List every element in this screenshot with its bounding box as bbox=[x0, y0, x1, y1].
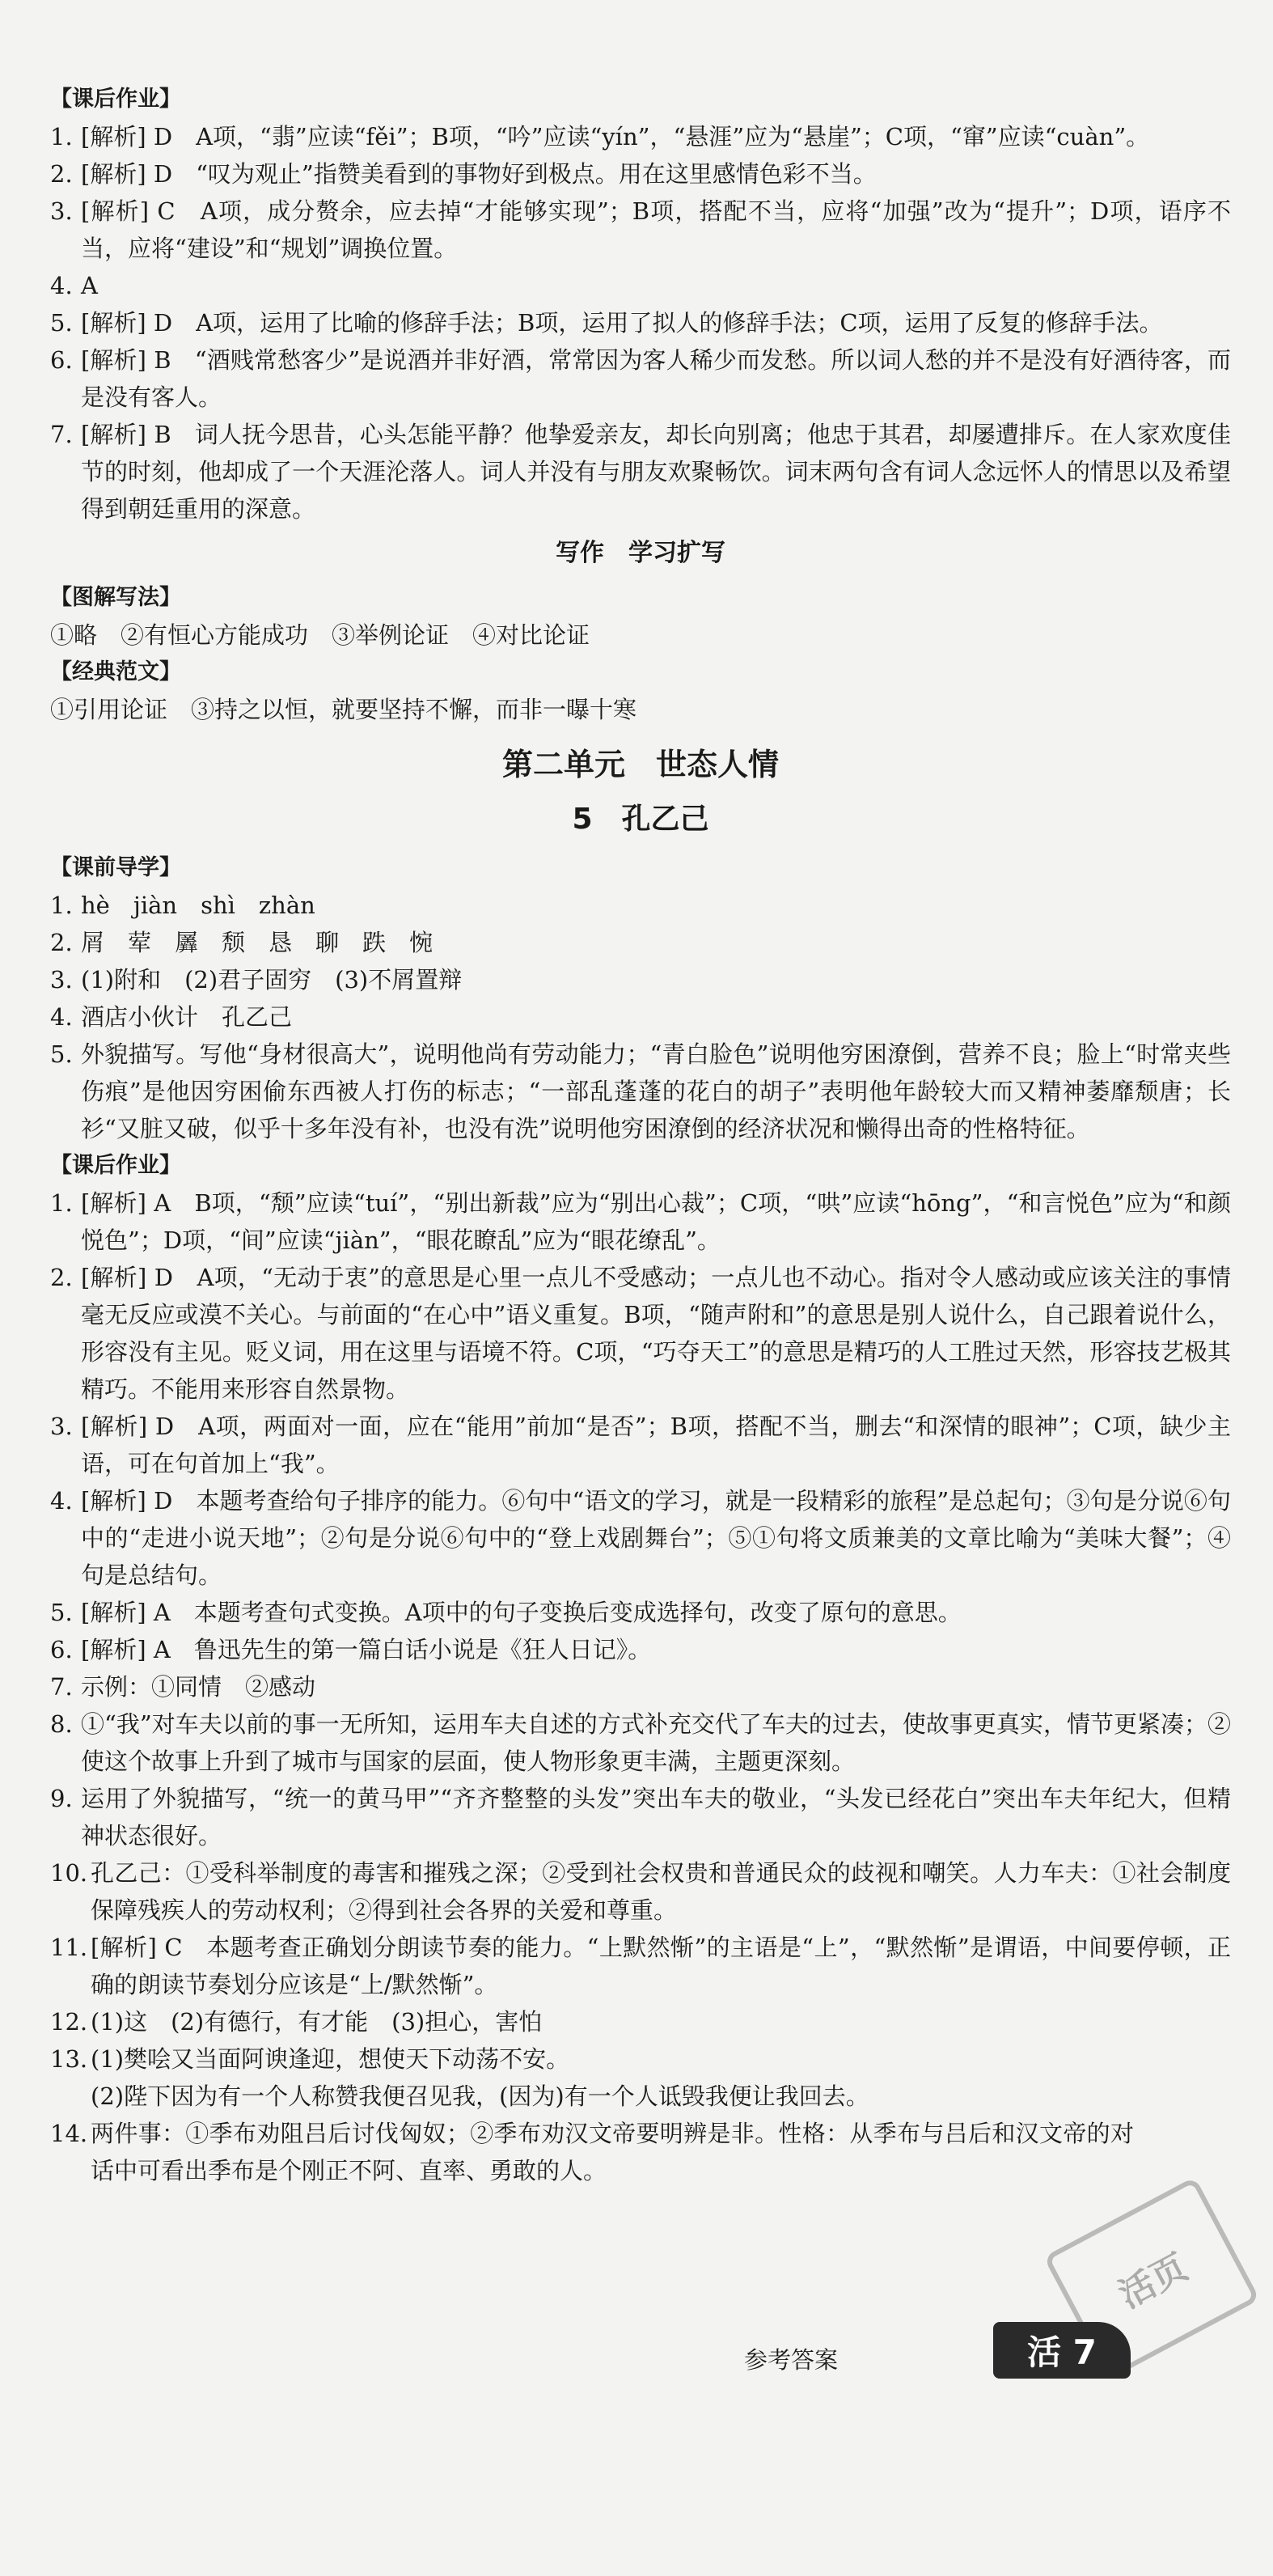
answer-item: 1. [解析] A B项，“颓”应读“tuí”，“别出新裁”应为“别出心裁”；C项，“哄”应读“hōng”，“和言悦色”应为“和颜悦色”；D项，“间”应读“jiàn”，“眼花瞭乱”应为“眼花缭乱”。 bbox=[50, 1189, 1231, 1254]
section-header-homework-2: 【课后作业】 bbox=[50, 1153, 181, 1178]
answer-item: 13. (1)樊哙又当面阿谀逢迎，想使天下动荡不安。 bbox=[50, 2045, 570, 2073]
answer-item: 4. A bbox=[50, 272, 98, 299]
answer-item: 2. [解析] D “叹为观止”指赞美看到的事物好到极点。用在这里感情色彩不当。 bbox=[50, 160, 877, 188]
homework-list bbox=[50, 118, 1231, 527]
answer-item: 1. [解析] D A项，“翡”应读“fěi”；B项，“吟”应读“yín”，“悬涯”应为“悬崖”；C项，“窜”应读“cuàn”。 bbox=[50, 123, 1150, 150]
answer-item: 8. ①“我”对车夫以前的事一无所知，运用车夫自述的方式补充交代了车夫的过去，使故事更真实，情节更紧凑；②使这个故事上升到了城市与国家的层面，使人物形象更丰满，主题更深刻。 bbox=[50, 1710, 1231, 1775]
answer-item: 2. [解析] D A项，“无动于衷”的意思是心里一点儿不受感动；一点儿也不动心。指对令人感动或应该关注的事情毫无反应或漠不关心。与前面的“在心中”语义重复。B项，“随声附和”的意思是别人说什么，自己跟着说什么，形容没有主见。贬义词，用在这里与语境不符。C项，“巧夺天工”的意思是精巧的人工胜过天然，形容技艺极其精巧。不能用来形容自然景物。 bbox=[50, 1264, 1231, 1403]
answer-item: 2. 屑 荤 羼 颓 恳 聊 跌 惋 bbox=[50, 929, 433, 956]
answer-item: 6. [解析] A 鲁迅先生的第一篇白话小说是《狂人日记》。 bbox=[50, 1636, 652, 1663]
answer-item: 10. 孔乙己：①受科举制度的毒害和摧残之深；②受到社会权贵和普通民众的歧视和嘲笑。人力车夫：①社会制度保障残疾人的劳动权利；②得到社会各界的关爱和尊重。 bbox=[50, 1859, 1231, 1924]
answer-item: 3. [解析] C A项，成分赘余，应去掉“才能够实现”；B项，搭配不当，应将“加强”改为“提升”；D项，语序不当，应将“建设”和“规划”调换位置。 bbox=[50, 197, 1231, 262]
footer-label: 参考答案 bbox=[744, 2346, 839, 2374]
model-essay-answers: ①引用论证 ③持之以恒，就要坚持不懈，而非一曝十寒 bbox=[50, 696, 637, 723]
section-header-method: 【图解写法】 bbox=[50, 585, 181, 610]
answer-item: 3. [解析] D A项，两面对一面，应在“能用”前加“是否”；B项，搭配不当，删去“和深情的眼神”；C项，缺少主语，可在句首加上“我”。 bbox=[50, 1413, 1231, 1477]
answer-item: 7. [解析] B 词人抚今思昔，心头怎能平静？他挚爱亲友，却长向别离；他忠于其君，却屡遭排斥。在人家欢度佳节的时刻，他却成了一个天涯沦落人。词人并没有与朋友欢聚畅饮。词末两句含有词人念远怀人的情思以及希望得到朝廷重用的深意。 bbox=[50, 421, 1231, 523]
answer-item: 11. [解析] C 本题考查正确划分朗读节奏的能力。“上默然惭”的主语是“上”，“默然惭”是谓语，中间要停顿，正确的朗读节奏划分应该是“上/默然惭”。 bbox=[50, 1934, 1231, 1998]
answer-item: 5. [解析] A 本题考查句式变换。A项中的句子变换后变成选择句，改变了原句的意思。 bbox=[50, 1599, 962, 1626]
answer-item-continuation: (2)陛下因为有一个人称赞我便召见我，(因为)有一个人诋毁我便让我回去。 bbox=[91, 2082, 869, 2110]
answer-item: 4. [解析] D 本题考查给句子排序的能力。⑥句中“语文的学习，就是一段精彩的旅程”是总起句；③句是分说⑥句中的“走进小说天地”；②句是分说⑥句中的“登上戏剧舞台”；⑤①句将文质兼美的文章比喻为“美味大餐”；④句是总结句。 bbox=[50, 1487, 1231, 1589]
answer-item: 1. hè jiàn shì zhàn bbox=[50, 892, 315, 919]
answer-item: 5. [解析] D A项，运用了比喻的修辞手法；B项，运用了拟人的修辞手法；C项，运用了反复的修辞手法。 bbox=[50, 309, 1163, 337]
answer-page bbox=[50, 81, 1231, 2189]
section-header-model-essay: 【经典范文】 bbox=[50, 659, 181, 684]
unit-title: 第二单元 世态人情 bbox=[501, 747, 779, 782]
page-badge bbox=[993, 2322, 1187, 2395]
section-header-preview: 【课前导学】 bbox=[50, 855, 181, 880]
lesson-title: 5 孔乙己 bbox=[572, 803, 709, 836]
answer-item: 7. 示例：①同情 ②感动 bbox=[50, 1673, 316, 1701]
writing-title: 写作 学习扩写 bbox=[556, 539, 725, 567]
section-header-homework: 【课后作业】 bbox=[50, 87, 181, 112]
homework-list-2 bbox=[50, 1184, 1231, 2189]
answer-item: 3. (1)附和 (2)君子固穷 (3)不屑置辩 bbox=[50, 966, 463, 994]
page-number-tab: 活 7 bbox=[993, 2322, 1131, 2379]
answer-item: 6. [解析] B “酒贱常愁客少”是说酒并非好酒，常常因为客人稀少而发愁。所以词人愁的并不是没有好酒待客，而是没有客人。 bbox=[50, 346, 1231, 411]
watermark-stamp: 活页 bbox=[1043, 2176, 1260, 2379]
answer-item: 14. 两件事：①季布劝阻吕后讨伐匈奴；②季布劝汉文帝要明辨是非。性格：从季布与吕后和汉文帝的对话中可看出季布是个刚正不阿、直率、勇敢的人。 bbox=[50, 2120, 1134, 2184]
answer-item: 12. (1)这 (2)有德行，有才能 (3)担心，害怕 bbox=[50, 2008, 543, 2036]
method-answers: ①略 ②有恒心方能成功 ③举例论证 ④对比论证 bbox=[50, 621, 590, 649]
preview-list bbox=[50, 887, 1231, 1147]
answer-item: 9. 运用了外貌描写，“统一的黄马甲”“齐齐整整的头发”突出车夫的敬业，“头发已经花白”突出车夫年纪大，但精神状态很好。 bbox=[50, 1785, 1231, 1849]
answer-item: 5. 外貌描写。写他“身材很高大”，说明他尚有劳动能力；“青白脸色”说明他穷困潦倒，营养不良；脸上“时常夹些伤痕”是他因穷困偷东西被人打伤的标志；“一部乱蓬蓬的花白的胡子”表明他年龄较大而又精神萎靡颓唐；长衫“又脏又破，似乎十多年没有补，也没有洗”说明他穷困潦倒的经济状况和懒得出奇的性格特征。 bbox=[50, 1040, 1231, 1142]
answer-item: 4. 酒店小伙计 孔乙己 bbox=[50, 1003, 293, 1031]
